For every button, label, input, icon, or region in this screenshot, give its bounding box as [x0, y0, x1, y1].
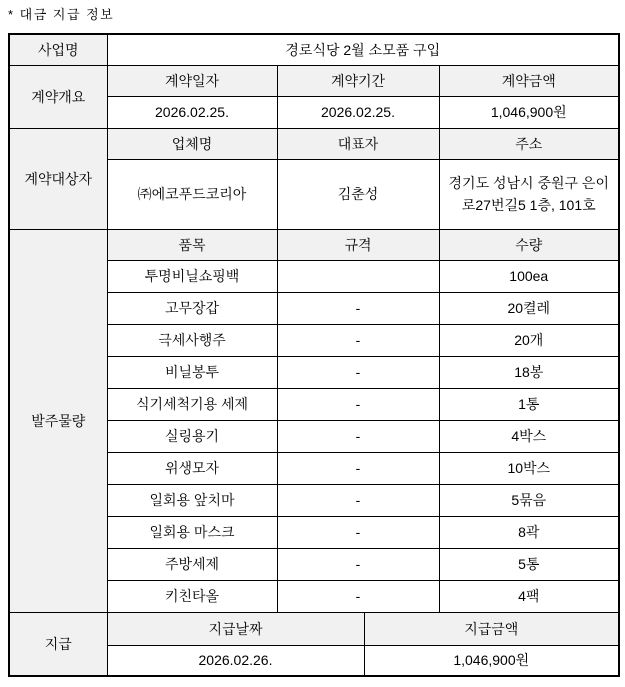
- representative-header-cell: 대표자: [277, 128, 439, 159]
- table-row: [9, 229, 619, 260]
- representative-value-cell: 김춘성: [277, 159, 439, 229]
- item-header-cell: 품목: [107, 229, 277, 260]
- payment-info-table: [8, 33, 620, 677]
- address-value-cell: 경기도 성남시 중원구 은이로27번길5 1층, 101호: [439, 159, 619, 229]
- item-qty-cell: 10박스: [439, 452, 619, 484]
- item-spec-cell: -: [277, 548, 439, 580]
- contract-overview-label-cell: 계약개요: [9, 65, 107, 128]
- table-row: [9, 612, 619, 645]
- item-name-cell: 주방세제: [107, 548, 277, 580]
- contract-date-value-cell: 2026.02.25.: [107, 96, 277, 128]
- item-qty-cell: 8곽: [439, 516, 619, 548]
- item-name-cell: 비닐봉투: [107, 356, 277, 388]
- item-qty-cell: 1통: [439, 388, 619, 420]
- payment-amount-value-cell: 1,046,900원: [364, 645, 619, 676]
- item-qty-cell: 5통: [439, 548, 619, 580]
- item-name-cell: 고무장갑: [107, 292, 277, 324]
- payment-date-header-cell: 지급날짜: [107, 612, 364, 645]
- item-spec-cell: [277, 260, 439, 292]
- spec-header-cell: 규격: [277, 229, 439, 260]
- contract-period-header-cell: 계약기간: [277, 65, 439, 96]
- item-spec-cell: -: [277, 516, 439, 548]
- page-title: * 대금 지급 정보: [8, 7, 115, 22]
- table-row: [9, 34, 619, 65]
- item-qty-cell: 100ea: [439, 260, 619, 292]
- business-value-cell: 경로식당 2월 소모품 구입: [107, 34, 619, 65]
- business-label-cell: 사업명: [9, 34, 107, 65]
- contractor-label-cell: 계약대상자: [9, 128, 107, 229]
- item-qty-cell: 5묶음: [439, 484, 619, 516]
- contract-amount-header-cell: 계약금액: [439, 65, 619, 96]
- address-header-cell: 주소: [439, 128, 619, 159]
- item-name-cell: 키친타올: [107, 580, 277, 612]
- item-name-cell: 일회용 앞치마: [107, 484, 277, 516]
- item-spec-cell: -: [277, 292, 439, 324]
- company-name-value-cell: ㈜에코푸드코리아: [107, 159, 277, 229]
- item-qty-cell: 4박스: [439, 420, 619, 452]
- item-spec-cell: -: [277, 356, 439, 388]
- item-spec-cell: -: [277, 324, 439, 356]
- item-spec-cell: -: [277, 580, 439, 612]
- item-name-cell: 실링용기: [107, 420, 277, 452]
- item-spec-cell: -: [277, 388, 439, 420]
- contract-amount-value-cell: 1,046,900원: [439, 96, 619, 128]
- order-label-cell: 발주물량: [9, 229, 107, 612]
- item-qty-cell: 4팩: [439, 580, 619, 612]
- item-qty-cell: 18봉: [439, 356, 619, 388]
- item-qty-cell: 20개: [439, 324, 619, 356]
- item-qty-cell: 20켤레: [439, 292, 619, 324]
- payment-label-cell: 지급: [9, 612, 107, 676]
- payment-date-value-cell: 2026.02.26.: [107, 645, 364, 676]
- item-name-cell: 극세사행주: [107, 324, 277, 356]
- item-spec-cell: -: [277, 452, 439, 484]
- item-name-cell: 투명비닐쇼핑백: [107, 260, 277, 292]
- qty-header-cell: 수량: [439, 229, 619, 260]
- table-row: [9, 128, 619, 159]
- payment-amount-header-cell: 지급금액: [364, 612, 619, 645]
- table-row: [9, 65, 619, 96]
- item-name-cell: 일회용 마스크: [107, 516, 277, 548]
- item-spec-cell: -: [277, 484, 439, 516]
- item-name-cell: 식기세척기용 세제: [107, 388, 277, 420]
- contract-date-header-cell: 계약일자: [107, 65, 277, 96]
- contract-period-value-cell: 2026.02.25.: [277, 96, 439, 128]
- item-spec-cell: -: [277, 420, 439, 452]
- company-name-header-cell: 업체명: [107, 128, 277, 159]
- item-name-cell: 위생모자: [107, 452, 277, 484]
